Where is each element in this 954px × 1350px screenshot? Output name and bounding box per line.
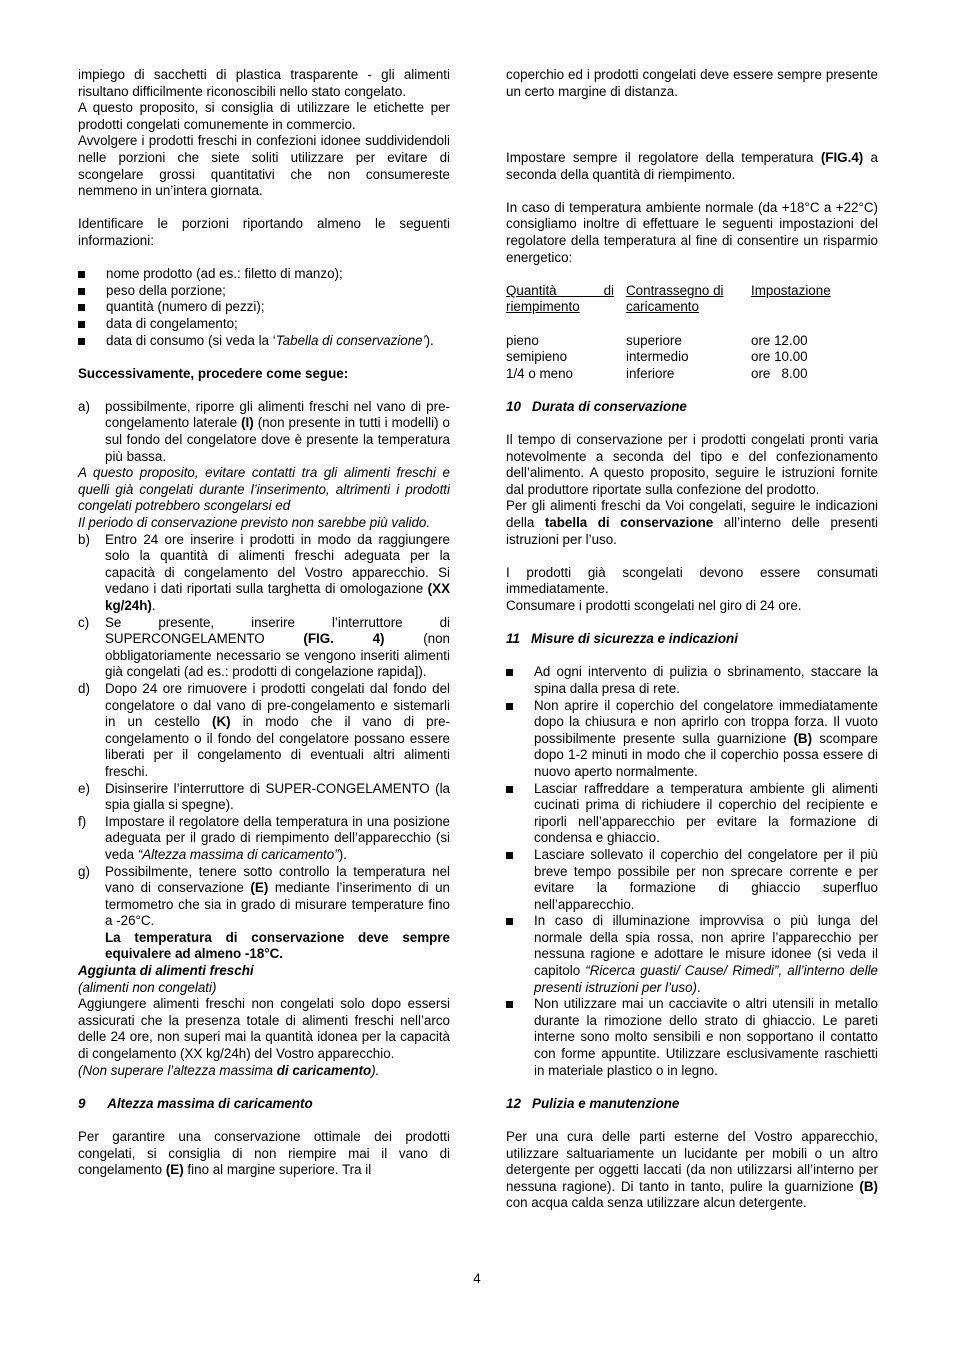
- list-item: peso della porzione;: [78, 283, 450, 300]
- square-bullet-icon: [506, 669, 513, 676]
- list-item: data di congelamento;: [78, 316, 450, 333]
- list-item: nome prodotto (ad es.: filetto di manzo);: [78, 266, 450, 283]
- section-heading: 11 Misure di sicurezza e indicazioni: [506, 631, 738, 647]
- table-row: 1/4 o meno inferiore ore 8.00: [506, 365, 808, 381]
- table-row: pieno superiore ore 12.00: [506, 332, 808, 348]
- square-bullet-icon: [78, 271, 85, 278]
- paragraph: Avvolgere i prodotti freschi in confezioni idonee suddividendoli nelle porzioni che siete soliti utilizzare per evitare di scongelare grossi quantitativi che non consumereste nemmeno in un’intera giornata.: [78, 133, 450, 199]
- paragraph: Il tempo di conservazione per i prodotti congelati pronti varia notevolmente a seconda del tipo e del confezionamento dell’alimento. A questo proposito, seguire le istruzioni fornite dal produttore riportate sulla confezione del prodotto.: [506, 432, 878, 497]
- note: A questo proposito, evitare contatti tra gli alimenti freschi e quelli già congelati durante l’inserimento, altrimenti i prodotti congelati potrebbero scongelarsi ed: [78, 465, 450, 514]
- paragraph: In caso di temperatura ambiente normale (da +18°C a +22°C) consigliamo inoltre di effettuare le seguenti impostazioni del regolatore della temperatura al fine di consentire un risparmio energetico:: [506, 199, 878, 265]
- list-item: In caso di illuminazione improvvisa o più lunga del normale della spia rossa, non aprire l’apparecchio per nessuna ragione e adottare le misure idonee (si veda il capitolo “Ricerca guasti/ Cause/ Rimedi”, all’interno delle presenti istruzioni per l’uso).: [506, 913, 878, 996]
- paragraph: A questo proposito, si consiglia di utilizzare le etichette per prodotti congelati comunemente in commercio.: [78, 100, 450, 132]
- paragraph: coperchio ed i prodotti congelati deve essere sempre presente un certo margine di distanza.: [506, 67, 878, 99]
- paragraph: I prodotti già scongelati devono essere consumati immediatamente.: [506, 564, 878, 597]
- paragraph: Impostare sempre il regolatore della temperatura (FIG.4) a seconda della quantità di riempimento.: [506, 149, 878, 182]
- right-column: [506, 67, 878, 1212]
- square-bullet-icon: [78, 288, 85, 295]
- square-bullet-icon: [506, 703, 513, 710]
- list-item: Lasciare sollevato il coperchio del congelatore per il più breve tempo possibile per non sprecare corrente e per evitare la formazione di ghiaccio superfluo nell’apparecchio.: [506, 847, 878, 913]
- list-item: quantità (numero di pezzi);: [78, 299, 450, 316]
- note: (Non superare l’altezza massima di caricamento).: [78, 1062, 380, 1078]
- paragraph: Per una cura delle parti esterne del Vostro apparecchio, utilizzare saltuariamente un lucidante per mobili o un altro detergente per oggetti laccati (da non utilizzarsi all’interno per nessuna ragione). Di tanto in tanto, pulire la guarnizione (B) con acqua calda senza utilizzare alcun detergente.: [506, 1129, 878, 1211]
- step-d: d) Dopo 24 ore rimuovere i prodotti congelati dal fondo del congelatore o dal vano di pre-congelamento e sistemarli in un cestello (K) in modo che il vano di pre-congelamento o il fondo del congelatore possano essere liberati per il congelamento di eventuali altri alimenti freschi.: [78, 680, 450, 779]
- list-item: Ad ogni intervento di pulizia o sbrinamento, staccare la spina dalla presa di rete.: [506, 664, 878, 697]
- step-c: c) Se presente, inserire l’interruttore di SUPERCONGELAMENTO (FIG. 4) (non obbligatoriamente necessario se vengono inseriti alimenti già congelati (ad es.: prodotti di congelazione rapida]).: [78, 614, 451, 680]
- table-row: semipieno intermedio ore 10.00: [506, 349, 808, 365]
- paragraph: Aggiungere alimenti freschi non congelati solo dopo essersi assicurati che la presenza totale di alimenti freschi nell’arco delle 24 ore, non superi mai la quantità idonea per la capacità di congelamento (XX kg/24h) del Vostro apparecchio.: [78, 996, 450, 1062]
- subheading-note: (alimenti non congelati): [78, 979, 217, 995]
- settings-table: [506, 283, 831, 383]
- table-header-row: Quantità di riempimento Contrassegno di caricamento Impostazione: [506, 282, 831, 315]
- step-a: a) possibilmente, riporre gli alimenti freschi nel vano di pre-congelamento laterale (I) (non presente in tutti i modelli) o sul fondo del congelatore dove è presente la temperatura più bassa.: [78, 398, 450, 464]
- left-column: [78, 67, 450, 1179]
- section-heading: 9 Altezza massima di caricamento: [78, 1095, 313, 1111]
- list-item: Lasciar raffreddare a temperatura ambiente gli alimenti cucinati prima di richiudere il coperchio del recipiente e riporli nell’apparecchio per evitare la formazione di condensa e ghiaccio.: [506, 781, 878, 847]
- paragraph: impiego di sacchetti di plastica trasparente - gli alimenti risultano difficilmente riconoscibili nello stato congelato.: [78, 67, 450, 99]
- square-bullet-icon: [506, 852, 513, 859]
- list-item: Non utilizzare mai un cacciavite o altri utensili in metallo durante la rimozione dello strato di ghiaccio. Le pareti interne sono molto sensibili e non sopportano il contatto con forme appuntite. Utilizzare esclusivamente raschietti in materiale plastico o in legno.: [506, 996, 878, 1079]
- step-f: f) Impostare il regolatore della temperatura in una posizione adeguata per il grado di riempimento dell’apparecchio (si veda “Altezza massima di caricamento”).: [78, 813, 450, 862]
- square-bullet-icon: [78, 321, 85, 328]
- note: Il periodo di conservazione previsto non sarebbe più valido.: [78, 515, 431, 531]
- paragraph: Consumare i prodotti scongelati nel giro di 24 ore.: [506, 598, 802, 613]
- section-heading: 12 Pulizia e manutenzione: [506, 1095, 680, 1111]
- section-heading: Successivamente, procedere come segue:: [78, 365, 349, 381]
- step-b: b) Entro 24 ore inserire i prodotti in modo da raggiungere solo la quantità di alimenti freschi adeguata per la capacità di congelamento del Vostro apparecchio. Si vedano i dati riportati sulla targhetta di omologazione (XX kg/24h).: [78, 531, 450, 613]
- square-bullet-icon: [506, 918, 513, 925]
- square-bullet-icon: [506, 1001, 513, 1008]
- list-item: Non aprire il coperchio del congelatore immediatamente dopo la chiusura e non aprirlo con troppa forza. Il vuoto possibilmente presente sulla guarnizione (B) scompare dopo 1-2 minuti in modo che il coperchio possa essere di nuovo aperto normalmente.: [506, 698, 878, 781]
- square-bullet-icon: [78, 304, 85, 311]
- list-item: data di consumo (si veda la ‘Tabella di conservazione’).: [78, 333, 450, 350]
- square-bullet-icon: [78, 338, 85, 345]
- page-number: 4: [473, 1271, 481, 1286]
- step-g: g) Possibilmente, tenere sotto controllo la temperatura nel vano di conservazione (E) mediante l’inserimento di un termometro che sia in grado di misurare temperature fino a -26°C. La temperatura di conservazione deve sempre equivalere ad almeno -18°C.: [78, 863, 450, 962]
- square-bullet-icon: [506, 786, 513, 793]
- subheading: Aggiunta di alimenti freschi: [78, 963, 254, 979]
- paragraph: Identificare le porzioni riportando almeno le seguenti informazioni:: [78, 216, 450, 248]
- paragraph: Per garantire una conservazione ottimale dei prodotti congelati, si consiglia di non riempire mai il vano di congelamento (E) fino al margine superiore. Tra il: [78, 1129, 450, 1178]
- section-heading: 10 Durata di conservazione: [506, 398, 687, 414]
- paragraph: Per gli alimenti freschi da Voi congelati, seguire le indicazioni della tabella di conservazione all’interno delle presenti istruzioni per l’uso.: [506, 498, 878, 547]
- step-e: e) Disinserire l’interruttore di SUPER-CONGELAMENTO (la spia gialla si spegne).: [78, 780, 450, 813]
